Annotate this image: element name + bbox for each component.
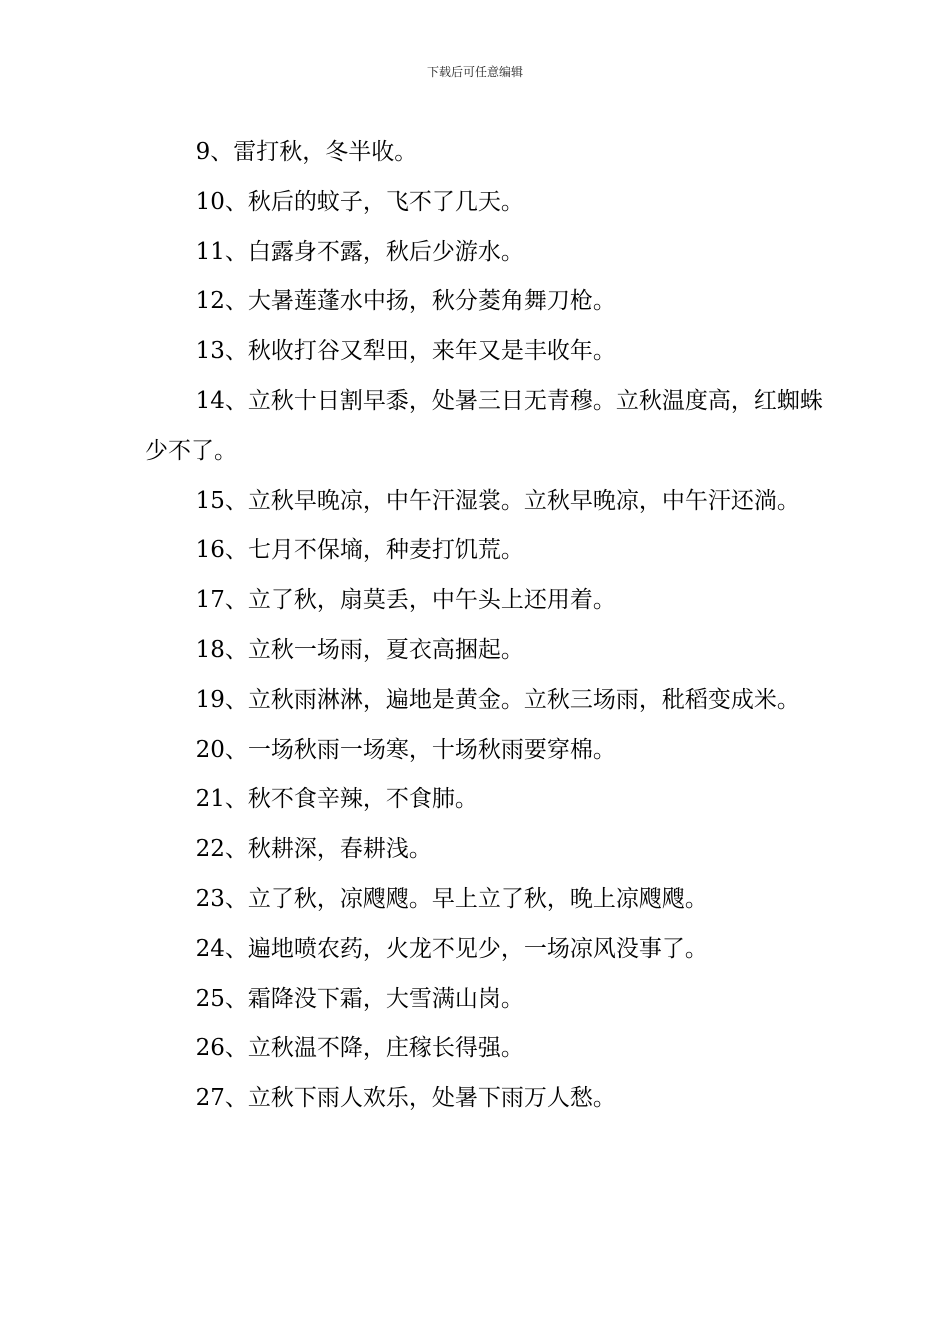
paragraph: 13、秋收打谷又犁田，来年又是丰收年。 <box>195 338 616 365</box>
page-header: 下载后可任意编辑 <box>426 65 523 79</box>
paragraph: 23、立了秋，凉飕飕。早上立了秋，晚上凉飕飕。 <box>195 885 708 912</box>
paragraph: 26、立秋温不降，庄稼长得强。 <box>195 1035 524 1062</box>
paragraph: 25、霜降没下霜，大雪满山岗。 <box>195 985 524 1012</box>
paragraph: 21、秋不食辛辣，不食肺。 <box>195 786 478 813</box>
paragraph: 10、秋后的蚊子，飞不了几天。 <box>195 188 524 215</box>
paragraph: 22、秋耕深，春耕浅。 <box>195 836 432 863</box>
paragraph: 16、七月不保墒，种麦打饥荒。 <box>195 537 524 564</box>
document-body <box>145 128 825 1124</box>
paragraph: 24、遍地喷农药，火龙不见少，一场凉风没事了。 <box>195 935 708 962</box>
paragraph: 11、白露身不露，秋后少游水。 <box>195 238 524 265</box>
paragraph: 15、立秋早晚凉，中午汗湿裳。立秋早晚凉，中午汗还淌。 <box>195 487 800 514</box>
paragraph: 20、一场秋雨一场寒，十场秋雨要穿棉。 <box>195 736 616 763</box>
paragraph: 18、立秋一场雨，夏衣高捆起。 <box>195 636 524 663</box>
paragraph: 27、立秋下雨人欢乐，处暑下雨万人愁。 <box>195 1085 616 1112</box>
paragraph: 17、立了秋，扇莫丢，中午头上还用着。 <box>195 587 616 614</box>
paragraph: 9、雷打秋，冬半收。 <box>195 139 418 165</box>
paragraph: 14、立秋十日割早黍，处暑三日无青穆。立秋温度高，红蜘蛛少不了。 <box>145 387 823 464</box>
paragraph: 12、大暑莲蓬水中扬，秋分菱角舞刀枪。 <box>195 288 616 315</box>
paragraph: 19、立秋雨淋淋，遍地是黄金。立秋三场雨，秕稻变成米。 <box>195 686 800 713</box>
